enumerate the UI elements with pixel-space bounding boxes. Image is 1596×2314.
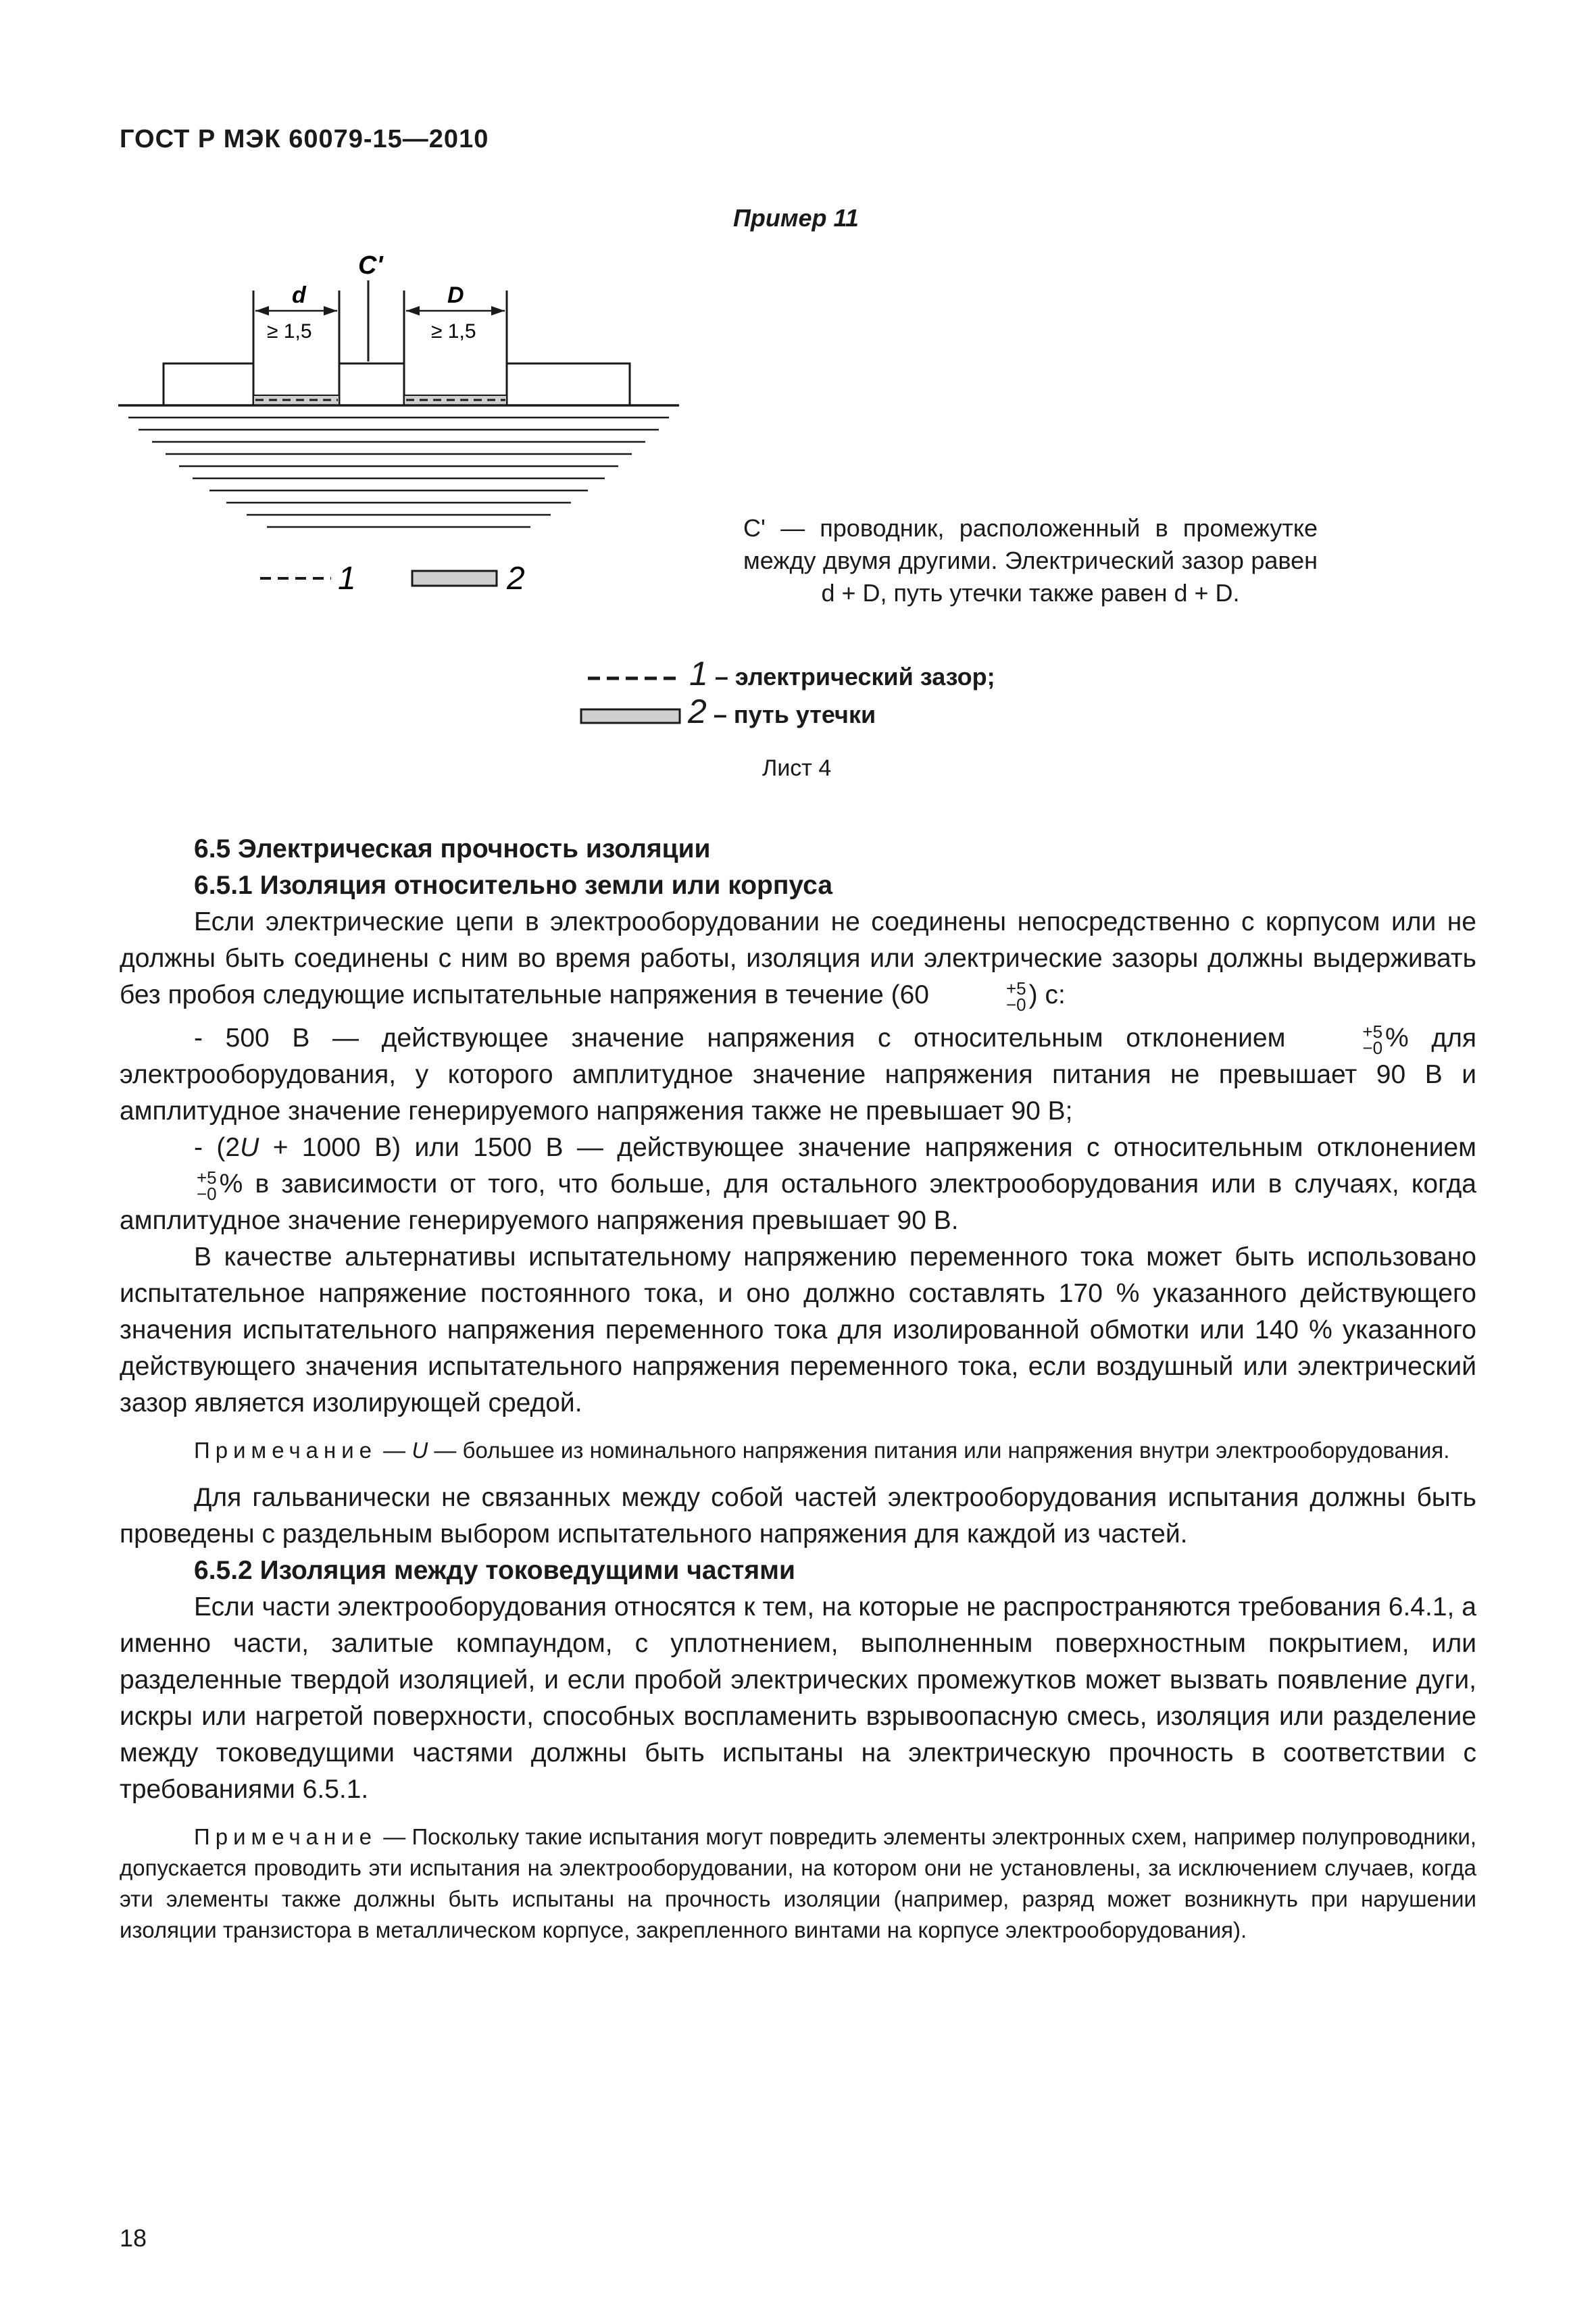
note-text: — Поскольку такие испытания могут повредить элементы электронных схем, например полупроводники, допускается проводить эти испытания на электрооборудовании, на котором они не установлены, за исключением случаев, когда эти элементы также должны быть испытаны на прочность изоляции (например, разряд может возникнуть при нарушении изоляции транзистора в металлическом корпусе, закрепленного винтами на корпусе электрооборудования).: [120, 1824, 1476, 1942]
D-label: D: [447, 282, 464, 308]
D-min-label: ≥ 1,5: [431, 320, 476, 343]
insulating-base: [118, 405, 679, 527]
frac-top: +5: [1362, 1021, 1383, 1042]
legend-item-clearance: [588, 654, 995, 693]
frac-top: +5: [1005, 978, 1026, 999]
paragraph-text: + 1000 В) или 1500 В — действующее значение напряжения с относительным отклонением: [259, 1133, 1476, 1162]
creepage-diagram: [101, 243, 696, 622]
paragraph-500v: [120, 1020, 1476, 1130]
symbol-u: U: [240, 1133, 259, 1162]
D-arrow-left: [406, 306, 420, 316]
section-heading-6-5: 6.5 Электрическая прочность изоляции: [194, 834, 711, 863]
D-arrow-right: [491, 306, 505, 316]
d-min-label: ≥ 1,5: [267, 320, 312, 343]
clearance-dash-icon: [588, 672, 682, 685]
paragraph-2u: [120, 1130, 1476, 1239]
note-label: Примечание: [194, 1824, 378, 1849]
paragraph-galvanic: Для гальванически не связанных между собой частей электрооборудования испытания должны быть проведены с раздельным выбором испытательного напряжения для каждой из частей.: [120, 1483, 1476, 1549]
d-label: d: [292, 282, 306, 308]
legend-item-text: – электрический зазор;: [707, 663, 995, 690]
paragraph-text: ) с:: [1028, 980, 1066, 1009]
legend-item-creepage: [580, 692, 876, 731]
example-title: Пример 11: [733, 204, 859, 232]
frac-bottom: −0: [1005, 994, 1026, 1015]
legend-bar-2: [412, 571, 497, 586]
paragraph-text: - (2: [194, 1133, 241, 1162]
note-u-definition: [120, 1435, 1476, 1466]
paragraph-text: Если электрические цепи в электрооборудовании не соединены непосредственно с корпусом или не должны быть соединены с ним во время работы, изоляция или электрические зазоры должны выдерживать без пробоя следующие испытательные напряжения в течение (60: [120, 907, 1476, 1009]
d-arrow-right: [324, 306, 337, 316]
note-dash: —: [377, 1438, 412, 1463]
note-text: — большее из номинального напряжения питания или напряжения внутри электрооборудования.: [428, 1438, 1450, 1463]
paragraph-text: % в зависимости от того, что больше, для остального электрооборудования или в случаях, когда амплитудное значение генерируемого напряжения превышает 90 В.: [120, 1169, 1476, 1235]
frac-top: +5: [197, 1167, 217, 1188]
conductor-middle: [339, 363, 404, 405]
legend-item-text: – путь утечки: [706, 701, 876, 728]
legend-item-num: 2: [688, 693, 707, 730]
document-header: ГОСТ Р МЭК 60079-15—2010: [120, 125, 489, 153]
frac-bottom: −0: [1362, 1037, 1383, 1058]
paragraph-text: % для электрооборудования, у которого амплитудное значение напряжения питания не превышает 90 В и амплитудное значение генерируемого напряжения также не превышает 90 В;: [120, 1024, 1476, 1126]
symbol-u: U: [412, 1438, 428, 1463]
main-content: [120, 831, 1476, 1959]
paragraph-dc-alternative: В качестве альтернативы испытательному напряжению переменного тока может быть использовано испытательное напряжение постоянного тока, и оно должно составлять 170 % указанного действующего значения испытательного напряжения переменного тока для изолированной обмотки или 140 % указанного действующего значения испытательного напряжения переменного тока, если воздушный или электрический зазор является изолирующей средой.: [120, 1242, 1476, 1417]
page-number: 18: [120, 2224, 147, 2252]
paragraph-live-parts: Если части электрооборудования относятся к тем, на которые не распространяются требования 6.4.1, а именно части, залитые компаундом, с уплотнением, выполненным поверхностным покрытием, или разделенные твердой изоляцией, и если пробой электрических промежутков может вызвать появление дуги, искры или нагретой поверхности, способных воспламенить взрывоопасную смесь, изоляция или разделение между токоведущими частями должны быть испытаны на электрическую прочность в соответствии с требованиями 6.5.1.: [120, 1592, 1476, 1804]
legend-num-1: 1: [338, 561, 356, 597]
paragraph-test-voltage: [120, 904, 1476, 1013]
section-heading-6-5-2: 6.5.2 Изоляция между токоведущими частями: [194, 1556, 795, 1585]
figure-caption: C' — проводник, расположенный в промежутке между двумя другими. Электрический зазор равен d + D, путь утечки также равен d + D.: [743, 514, 1318, 607]
section-heading-6-5-1: 6.5.1 Изоляция относительно земли или корпуса: [194, 871, 833, 900]
conductor-left: [164, 363, 253, 405]
paragraph-text: - 500 В — действующее значение напряжения с относительным отклонением: [194, 1024, 1286, 1053]
note-label: Примечание: [194, 1438, 378, 1463]
tolerance-fraction: [1288, 1021, 1383, 1058]
legend-num-2: 2: [507, 561, 525, 597]
note-electronics: [120, 1821, 1476, 1946]
creepage-bar-icon: [580, 707, 681, 725]
sheet-label: Лист 4: [762, 755, 832, 781]
c-prime-label: C': [358, 251, 383, 280]
legend-item-num: 1: [689, 655, 708, 693]
tolerance-fraction: [122, 1169, 217, 1202]
frac-bottom: −0: [197, 1183, 217, 1204]
tolerance-fraction: [932, 980, 1026, 1013]
d-arrow-left: [255, 306, 269, 316]
conductor-right: [507, 363, 630, 405]
